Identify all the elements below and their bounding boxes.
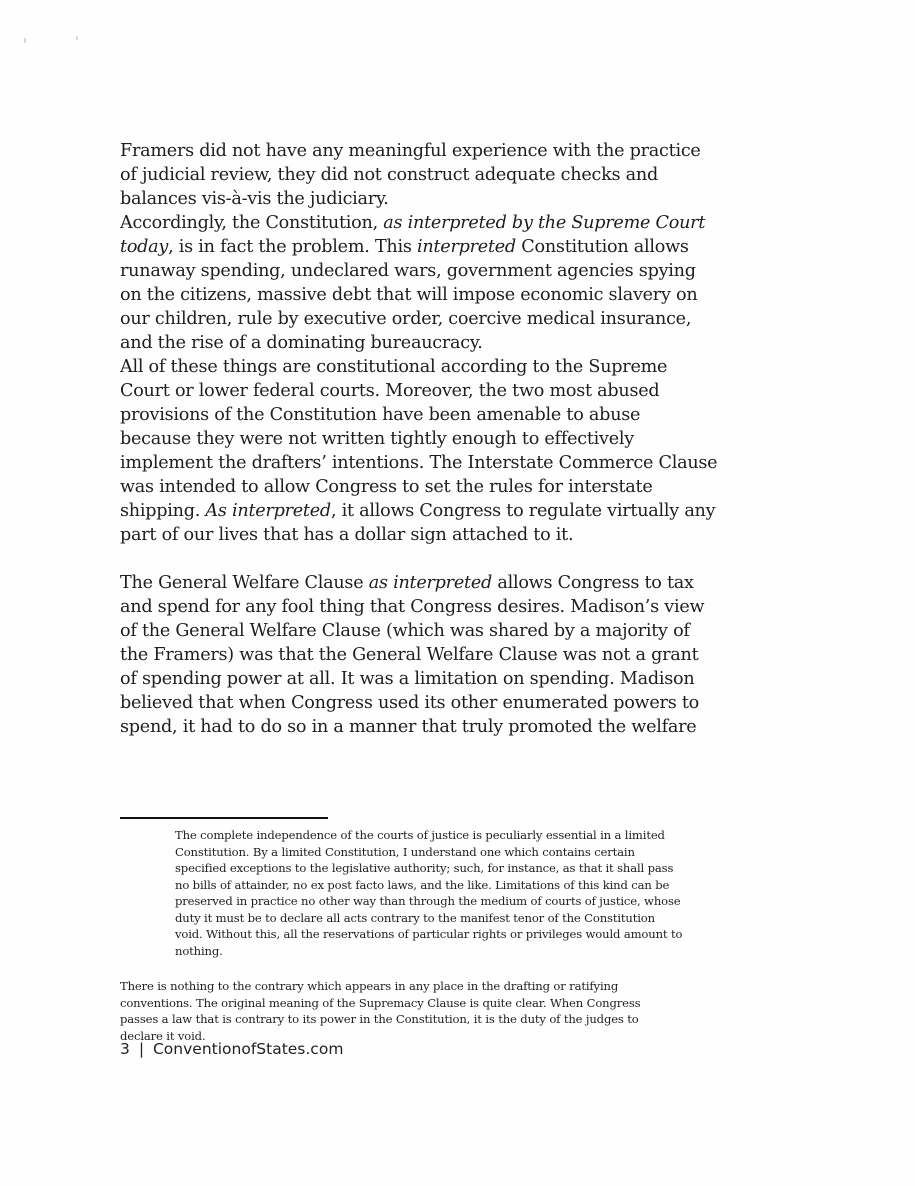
text-run: balances vis-à-vis the judiciary. <box>120 189 389 209</box>
text-run: our children, rule by executive order, coercive medical insurance, <box>120 309 692 329</box>
italic-run: interpreted <box>417 237 516 257</box>
text-run: runaway spending, undeclared wars, government agencies spying <box>120 261 696 281</box>
page-footer <box>120 1040 343 1058</box>
text-run: spend, it had to do so in a manner that truly promoted the welfare <box>120 717 697 737</box>
text-line <box>120 523 717 547</box>
text-line <box>120 715 704 739</box>
scan-speck <box>76 36 78 40</box>
text-line <box>120 139 701 163</box>
footnote-quote-line: The complete independence of the courts of justice is peculiarly essential in a limited <box>175 828 665 842</box>
text-run: the Framers) was that the General Welfare Clause was not a grant <box>120 645 699 665</box>
text-line <box>120 691 704 715</box>
text-line <box>120 163 701 187</box>
text-line <box>120 259 705 283</box>
paragraph <box>120 355 717 547</box>
text-run: implement the drafters’ intentions. The Interstate Commerce Clause <box>120 453 718 473</box>
text-run: , it allows Congress to regulate virtually any <box>330 501 716 521</box>
footnote-quote-line: preserved in practice no other way than through the medium of courts of justice, whose <box>175 894 681 908</box>
text-run: provisions of the Constitution have been amenable to abuse <box>120 405 641 425</box>
text-line <box>120 595 704 619</box>
paragraph <box>120 211 705 355</box>
italic-run: as interpreted <box>368 573 492 593</box>
footnote-quote <box>175 827 682 959</box>
italic-run: As interpreted <box>205 501 331 521</box>
footnote-text-line: conventions. The original meaning of the Supremacy Clause is quite clear. When Congress <box>120 995 641 1010</box>
text-run: Court or lower federal courts. Moreover, the two most abused <box>120 381 660 401</box>
footnote-text-line: passes a law that is contrary to its power in the Constitution, it is the duty of the judges to <box>120 1012 639 1026</box>
italic-run: as interpreted by the Supreme Court <box>383 213 706 233</box>
text-line <box>120 403 717 427</box>
footnote-rule <box>120 817 328 819</box>
text-run: because they were not written tightly enough to effectively <box>120 429 634 449</box>
text-run: believed that when Congress used its other enumerated powers to <box>120 693 699 713</box>
text-run: shipping. <box>120 501 206 521</box>
footer-separator: | <box>138 1040 145 1058</box>
text-line <box>120 451 717 475</box>
footnote-quote-line: Constitution. By a limited Constitution, I understand one which contains certain <box>175 844 635 859</box>
text-run: and the rise of a dominating bureaucracy. <box>120 333 483 353</box>
text-run: , is in fact the problem. This <box>168 237 418 257</box>
text-run: on the citizens, massive debt that will impose economic slavery on <box>120 285 698 305</box>
text-run: of the General Welfare Clause (which was shared by a majority of <box>120 621 690 641</box>
text-line <box>120 499 717 523</box>
text-line <box>120 355 717 379</box>
text-line <box>120 235 705 259</box>
scan-specks <box>14 36 84 48</box>
text-run: was intended to allow Congress to set the rules for interstate <box>120 477 653 497</box>
text-line <box>120 187 701 211</box>
text-line <box>120 331 705 355</box>
footnote-quote-line: nothing. <box>175 943 223 958</box>
text-run: of spending power at all. It was a limitation on spending. Madison <box>120 669 695 689</box>
text-line <box>120 643 704 667</box>
text-run: and spend for any fool thing that Congress desires. Madison’s view <box>120 597 705 617</box>
text-run: Framers did not have any meaningful experience with the practice <box>120 141 701 161</box>
footnote-text <box>120 978 640 1044</box>
paragraph <box>120 571 704 739</box>
footer-site: ConventionofStates.com <box>152 1040 344 1058</box>
footnote-quote-line: specified exceptions to the legislative authority; such, for instance, as that it shall pass <box>175 861 674 875</box>
text-line <box>120 307 705 331</box>
text-run: part of our lives that has a dollar sign attached to it. <box>120 525 574 545</box>
text-run: All of these things are constitutional according to the Supreme <box>120 357 668 377</box>
footnote-text-line: There is nothing to the contrary which appears in any place in the drafting or ratifying <box>120 979 619 993</box>
scan-speck <box>24 38 26 43</box>
text-line <box>120 475 717 499</box>
text-line <box>120 667 704 691</box>
italic-run: today <box>120 237 169 257</box>
text-line <box>120 571 704 595</box>
text-line <box>120 283 705 307</box>
footnote-quote-line: duty it must be to declare all acts contrary to the manifest tenor of the Constitution <box>175 910 655 925</box>
text-run: Constitution allows <box>515 237 689 257</box>
text-line <box>120 211 705 235</box>
text-line <box>120 619 704 643</box>
text-line <box>120 379 717 403</box>
paragraph <box>120 139 701 211</box>
text-run: of judicial review, they did not construct adequate checks and <box>120 165 658 185</box>
footnote-quote-line: void. Without this, all the reservations of particular rights or privileges would amount to <box>175 927 683 941</box>
footnote-quote-line: no bills of attainder, no ex post facto laws, and the like. Limitations of this kind can be <box>175 877 670 892</box>
page-number: 3 <box>120 1040 130 1058</box>
footnote-text-line: declare it void. <box>120 1028 206 1043</box>
text-run: The General Welfare Clause <box>120 573 369 593</box>
text-run: Accordingly, the Constitution, <box>120 213 384 233</box>
text-run: allows Congress to tax <box>492 573 694 593</box>
text-line <box>120 427 717 451</box>
